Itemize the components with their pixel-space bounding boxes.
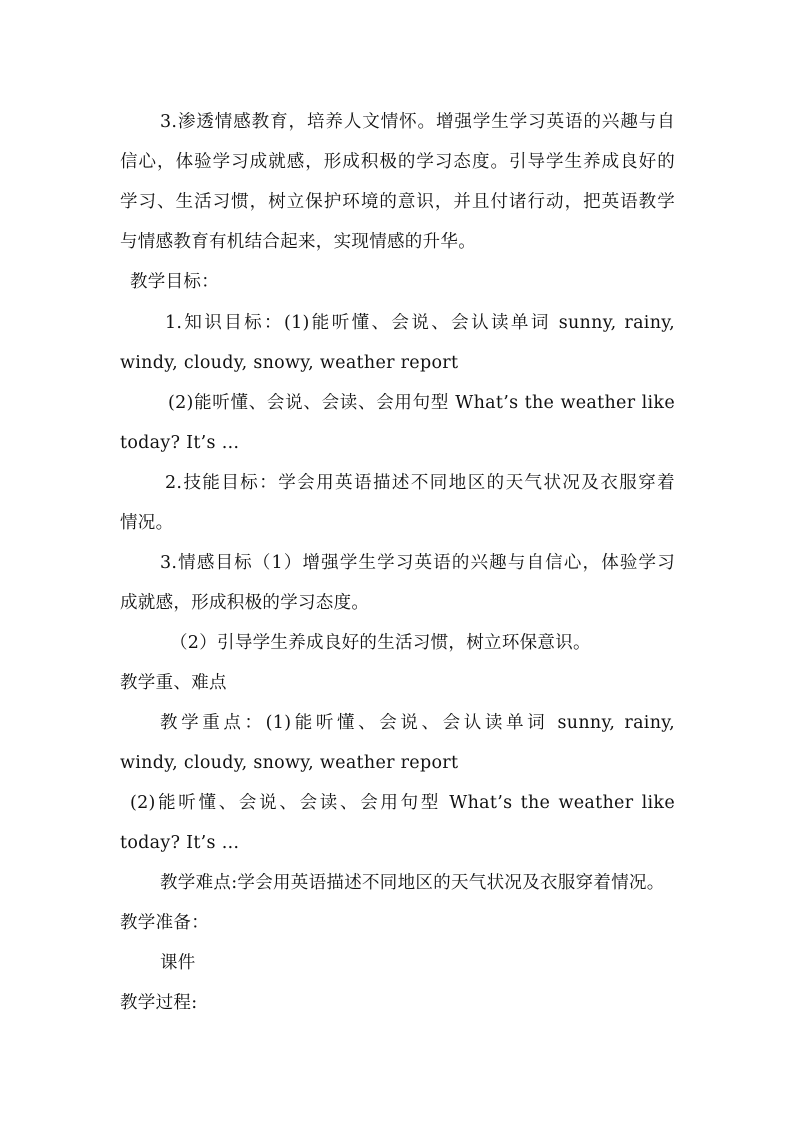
paragraph-line: 信心，体验学习成就感，形成积极的学习态度。引导学生养成良好的 [120,152,675,172]
paragraph-line: 学习、生活习惯，树立保护环境的意识，并且付诸行动，把英语教学 [120,192,675,212]
preparation-item: 课件 [160,953,196,973]
difficulty-line: 教学难点:学会用英语描述不同地区的天气状况及衣服穿着情况。 [160,873,665,893]
focus-line: 教学重点：(1)能听懂、会说、会认读单词 sunny, rainy, [160,713,675,733]
affect-goal-line: （2）引导学生养成良好的生活习惯，树立环保意识。 [170,633,591,653]
focus-line: (2)能听懂、会说、会读、会用句型 What’s the weather like [130,793,675,813]
section-heading-preparation: 教学准备： [120,913,209,933]
skill-goal-line: 2.技能目标：学会用英语描述不同地区的天气状况及衣服穿着 [165,473,675,493]
section-heading-process: 教学过程: [120,993,198,1013]
knowledge-goal-line: 1.知识目标：(1)能听懂、会说、会认读单词 sunny, rainy, [165,313,675,333]
paragraph-line: 3.渗透情感教育，培养人文情怀。增强学生学习英语的兴趣与自 [160,112,675,132]
affect-goal-line: 成就感，形成积极的学习态度。 [120,593,370,613]
knowledge-goal-line: today? It’s … [120,433,240,453]
section-heading-objectives: 教学目标： [130,272,219,292]
paragraph-line: 与情感教育有机结合起来，实现情感的升华。 [120,232,476,252]
section-heading-key-points: 教学重、难点 [120,673,227,693]
skill-goal-line: 情况。 [120,513,174,533]
focus-line: windy, cloudy, snowy, weather report [120,753,459,773]
knowledge-goal-line: windy, cloudy, snowy, weather report [120,353,459,373]
knowledge-goal-line: (2)能听懂、会说、会读、会用句型 What’s the weather like [168,393,675,413]
affect-goal-line: 3.情感目标（1）增强学生学习英语的兴趣与自信心，体验学习 [160,553,675,573]
focus-line: today? It’s … [120,833,240,853]
